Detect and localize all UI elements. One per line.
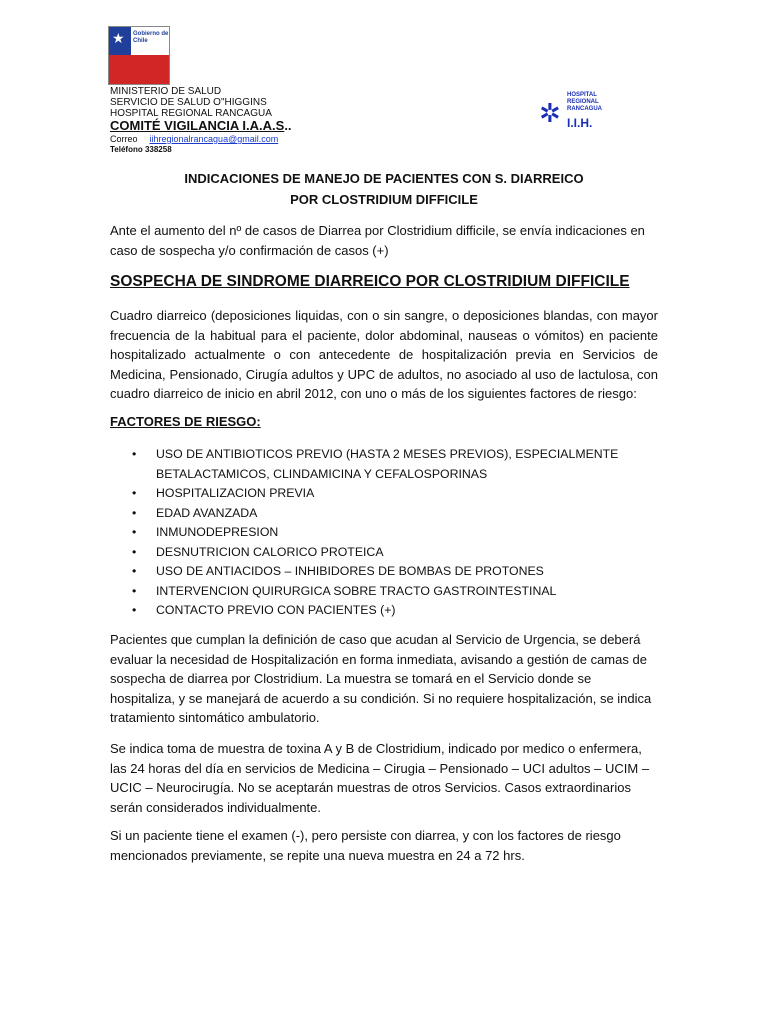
mail-line bbox=[110, 134, 278, 144]
list-item: • INTERVENCION QUIRURGICA SOBRE TRACTO GASTROINTESTINAL bbox=[110, 582, 658, 602]
case-definition-paragraph: Cuadro diarreico (deposiciones liquidas, con o sin sangre, o deposiciones blandas, con mayor frecuencia de la habitual para el paciente, dolor abdominal, nauseas o vómitos) en paciente hospitalizado actualmente o con antecedente de hospitalización previa en Servicios de Medicina, Pensionado, Cirugía adultos y UPC de adultos, no asociado al uso de lactulosa, con cuadro diarreico de inicio en abril 2012, con uno o más de los siguientes factores de riesgo: bbox=[110, 308, 658, 401]
gobierno-de-chile-logo bbox=[108, 26, 170, 85]
logo-text: Gobierno de Chile bbox=[133, 31, 169, 44]
mail-link[interactable]: iihregionalrancagua@gmail.com bbox=[149, 134, 279, 144]
star-icon: ★ bbox=[112, 30, 125, 46]
committee-name: COMITÉ VIGILANCIA I.A.A.S bbox=[110, 118, 285, 133]
hospital-logo-abbr: I.I.H. bbox=[567, 116, 593, 130]
repeat-sample-paragraph: Si un paciente tiene el examen (-), pero persiste con diarrea, y con los factores de riesgo mencionados previamente, se repite una nueva muestra en 24 a 72 hrs. bbox=[110, 828, 621, 863]
risk-factors-heading: FACTORES DE RIESGO: bbox=[110, 414, 261, 429]
hospital-iih-logo bbox=[539, 92, 609, 132]
sample-paragraph: Se indica toma de muestra de toxina A y B de Clostridium, indicado por medico o enfermera, las 24 horas del día en servicios de Medicina – Cirugia – Pensionado – UCI adultos – UCIM – UCIC – Neurocirugía. No se aceptarán muestras de otros Servicios. Casos extraordinarios serán considerados individualmente. bbox=[110, 741, 650, 815]
flag-red-block bbox=[109, 55, 169, 85]
list-item: • CONTACTO PREVIO CON PACIENTES (+) bbox=[110, 601, 658, 621]
list-item: • EDAD AVANZADA bbox=[110, 504, 658, 524]
mail-label: Correo bbox=[110, 134, 138, 144]
ministry-line: MINISTERIO DE SALUD bbox=[110, 86, 222, 97]
committee-line bbox=[110, 119, 292, 133]
hospital-logo-name: HOSPITAL REGIONAL RANCAGUA bbox=[567, 92, 602, 112]
intro-paragraph: Ante el aumento del nº de casos de Diarrea por Clostridium difficile, se envía indicaciones en caso de sospecha y/o confirmación de casos (+) bbox=[110, 223, 645, 258]
phone-line: Teléfono 338258 bbox=[110, 145, 172, 154]
risk-factors-list bbox=[110, 445, 658, 621]
medical-cross-icon: ✲ bbox=[539, 98, 561, 128]
list-item: • USO DE ANTIACIDOS – INHIBIDORES DE BOMBAS DE PROTONES bbox=[110, 562, 658, 582]
hospital-line: HOSPITAL REGIONAL RANCAGUA bbox=[110, 108, 272, 119]
section-heading: SOSPECHA DE SINDROME DIARREICO POR CLOSTRIDIUM DIFFICILE bbox=[110, 273, 630, 290]
doc-title-line1: INDICACIONES DE MANEJO DE PACIENTES CON S. DIARREICO bbox=[184, 171, 584, 186]
list-item: • HOSPITALIZACION PREVIA bbox=[110, 484, 658, 504]
doc-title-line2: POR CLOSTRIDIUM DIFFICILE bbox=[290, 192, 478, 207]
service-line: SERVICIO DE SALUD O"HIGGINS bbox=[110, 97, 267, 108]
committee-dots: .. bbox=[284, 118, 292, 133]
list-item: • INMUNODEPRESION bbox=[110, 523, 658, 543]
urgency-paragraph: Pacientes que cumplan la definición de caso que acudan al Servicio de Urgencia, se deberá evaluar la necesidad de Hospitalización en forma inmediata, avisando a gestión de camas de sospecha de diarrea por Clostridium. La muestra se tomará en el Servicio donde se hospitaliza, y se manejará de acuerdo a su condición. Si no requiere hospitalización, se indica tratamiento sintomático ambulatorio. bbox=[110, 632, 652, 725]
list-item: • USO DE ANTIBIOTICOS PREVIO (HASTA 2 MESES PREVIOS), ESPECIALMENTE BETALACTAMICOS, CLINDAMICINA Y CEFALOSPORINAS bbox=[110, 445, 658, 484]
list-item: • DESNUTRICION CALORICO PROTEICA bbox=[110, 543, 658, 563]
